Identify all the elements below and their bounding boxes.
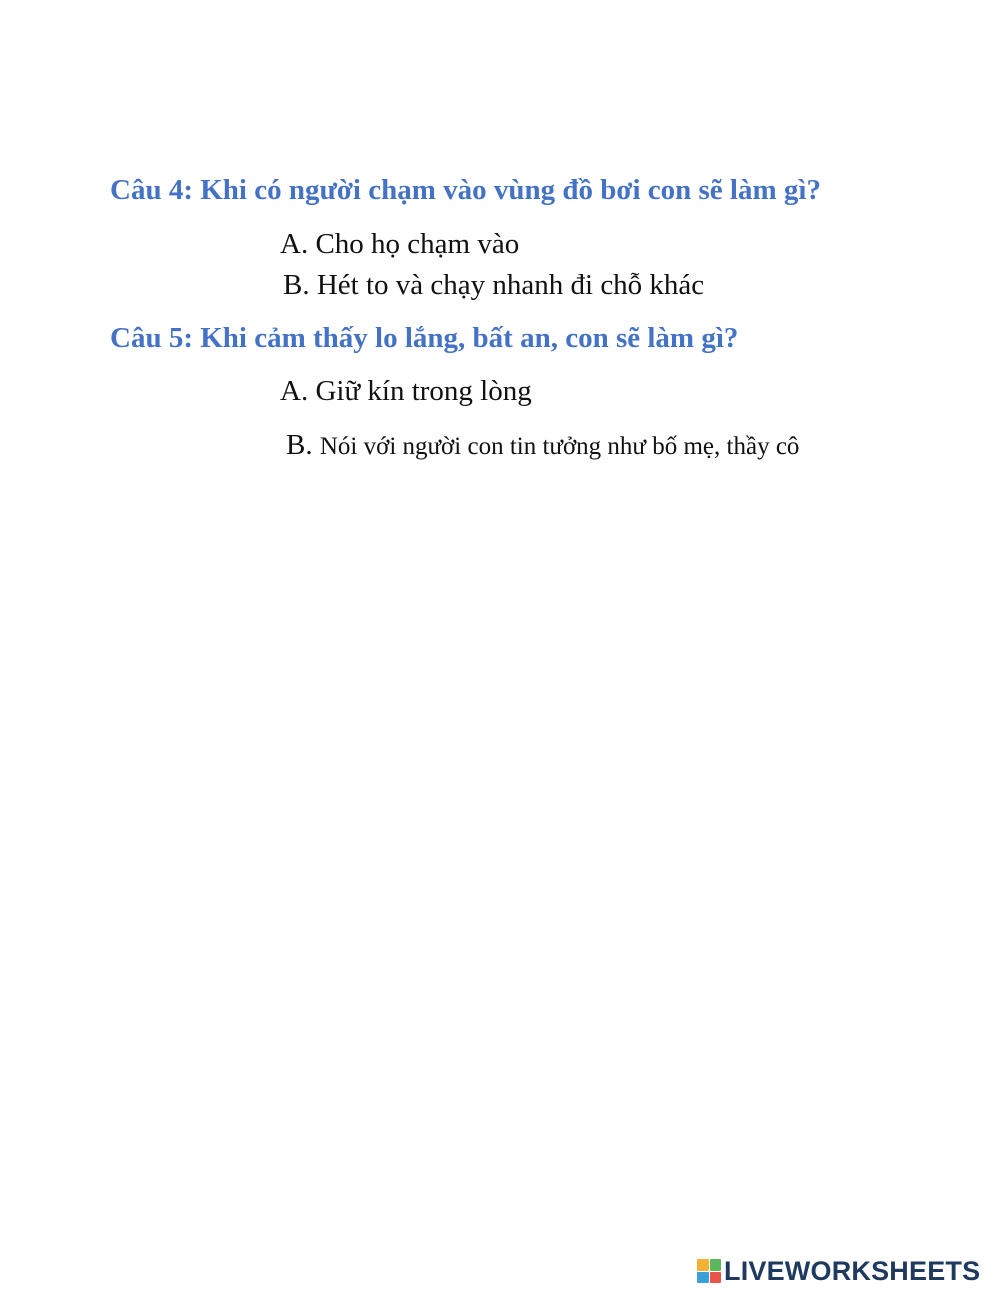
logo-square-4: [710, 1272, 722, 1284]
liveworksheets-watermark: [697, 1256, 980, 1286]
question-5-prompt: Câu 5: Khi cảm thấy lo lắng, bất an, con sẽ làm gì?: [110, 322, 739, 354]
question-5-option-b[interactable]: [286, 431, 799, 460]
liveworksheets-logo-icon: [697, 1259, 721, 1283]
question-4-option-a[interactable]: A. Cho họ chạm vào: [280, 228, 520, 260]
question-4-option-b[interactable]: B. Hét to và chạy nhanh đi chỗ khác: [283, 269, 705, 301]
logo-square-1: [697, 1259, 709, 1271]
option-letter: B.: [286, 429, 313, 461]
question-5-option-a[interactable]: A. Giữ kín trong lòng: [280, 375, 532, 407]
logo-square-2: [710, 1259, 722, 1271]
option-text: Nói với người con tin tưởng như bố mẹ, thầy cô: [319, 433, 800, 460]
liveworksheets-wordmark: LIVEWORKSHEETS: [724, 1255, 981, 1286]
question-4-prompt: Câu 4: Khi có người chạm vào vùng đồ bơi con sẽ làm gì?: [110, 174, 821, 206]
logo-square-3: [697, 1272, 709, 1284]
